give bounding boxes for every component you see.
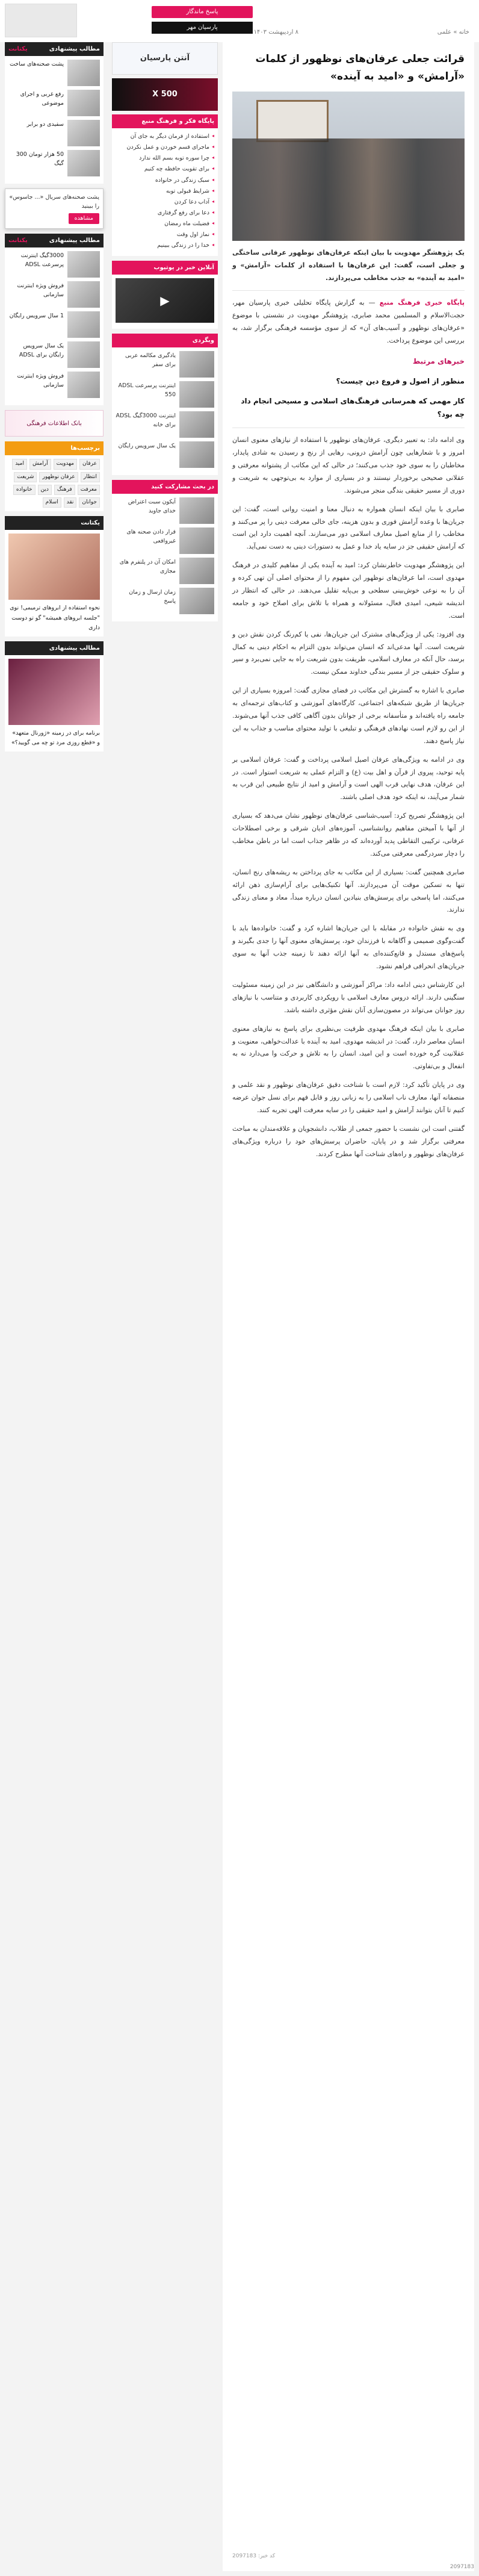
thumbnail — [67, 90, 100, 116]
tag-chip[interactable]: عرفان — [79, 459, 100, 469]
related-link-2[interactable]: کار مهمی که همرسانی فرهنگ‌های اسلامی و مسیحی انجام داد چه بود؟ — [241, 396, 465, 419]
paragraph: این پژوهشگر مهدویت خاطرنشان کرد: امید به آینده یکی از مفاهیم کلیدی در فرهنگ مهدوی است، اما عرفان‌های نوظهور این مفهوم را از محتوای اصلی آن تهی کرده و آن را به نوعی خوش‌بینی سطحی و بی‌پایه تقلیل می‌دهند. در حالی که انتظار در اندیشه شیعی، امیدی فعال، مسئولانه و همراه با تلاش برای اصلاح خود و جامعه است. — [232, 561, 465, 620]
list-item[interactable]: قرار دادن صحنه های غیرواقعی — [116, 527, 214, 554]
ad-image[interactable] — [8, 659, 100, 725]
thumbnail — [179, 441, 214, 468]
box-culture — [112, 114, 218, 256]
list-item[interactable]: ◂ دعا برای رفع گرفتاری — [116, 208, 214, 218]
top-pink-button[interactable]: پاسخ ماندگار — [152, 6, 253, 18]
box-suggested-3 — [5, 641, 104, 751]
list-item[interactable]: ◂ شرایط قبولی توبه — [116, 187, 214, 196]
box-webgardi — [112, 334, 218, 475]
list-item[interactable]: 3000گیگ اینترنت پرسرعت ADSL — [8, 251, 100, 278]
box-video — [112, 261, 218, 329]
list-item[interactable]: 1 سال سرویس رایگان — [8, 311, 100, 338]
box-yektanet — [5, 516, 104, 636]
box-tags-title: برچسب‌ها — [70, 445, 100, 452]
list-item[interactable]: ◂ سبک زندگی در خانواده — [116, 176, 214, 185]
list-item[interactable]: سفیدی دو برابر — [8, 120, 100, 146]
box-culture-title: پایگاه فکر و فرهنگ منبع — [112, 114, 218, 128]
tag-chip[interactable]: معرفت — [78, 485, 100, 495]
article — [223, 42, 474, 2571]
box-suggested-2-title: مطالب پیشنهادی — [49, 237, 100, 244]
list-item[interactable]: 50 هزار تومان 300 گیگ — [8, 150, 100, 176]
popup-ad[interactable] — [5, 188, 104, 229]
list-item[interactable]: ◂ نماز اول وقت — [116, 230, 214, 240]
banner-culture-bank[interactable]: بانک اطلاعات فرهنگی — [5, 410, 104, 437]
paragraph: وی ادامه داد: به تعبیر دیگری، عرفان‌های نوظهور با استفاده از نیازهای معنوی انسان امروز و با شعارهایی چون آرامش درونی، رهایی از رنج و رسیدن به شادی پایدار، مخاطبان را به سوی خود جذب می‌کنند؛ در حالی که این مکاتب از پشتوانه معرفتی و عقلانی صحیحی برخوردار نیستند و در بسیاری از موارد به بی‌توجهی به شریعت و دوری از مسیر حقیقی بندگی منجر می‌شوند. — [232, 436, 465, 494]
popup-button[interactable]: مشاهده — [69, 213, 99, 224]
paragraph: صابری با اشاره به گسترش این مکاتب در فضای مجازی گفت: امروزه بسیاری از این جریان‌ها از طریق شبکه‌های اجتماعی، کارگاه‌های آموزشی و کتاب‌های ترجمه‌ای به جامعه راه یافته‌اند و متأسفانه برخی از جوانان بدون آگاهی کافی جذب آنها می‌شوند. از این رو لازم است نهادهای فرهنگی و تبلیغی با تولید محتوای مناسب و جذاب به این نیاز پاسخ دهند. — [232, 686, 465, 745]
box-webgardi-title: وبگردی — [112, 334, 218, 347]
article-lead: یک پژوهشگر مهدویت با بیان اینکه عرفان‌های نوظهور عرفانی ساختگی و جعلی است، گفت: این عرفان‌ها با استفاده از کلمات «آرامش» و «امید به آینده» به جذب مخاطب می‌پردازند. — [232, 248, 465, 282]
paragraph: این پژوهشگر تصریح کرد: آسیب‌شناسی عرفان‌های نوظهور نشان می‌دهد که بسیاری از آنها با آمیختن مفاهیم روانشناسی، آموزه‌های ادیان شرقی و برخی اصطلاحات عرفانی، ترکیبی التقاطی پدید آورده‌اند که در ظاهر جذاب است اما در باطن مخاطب را دچار سردرگمی معرفتی می‌کند. — [232, 812, 465, 857]
paragraph: صابری با بیان اینکه انسان همواره به دنبال معنا و امنیت روانی است، گفت: این جریان‌ها با وعده آرامش فوری و بدون هزینه، جای خالی معرفت دینی را پر می‌کنند و مخاطب را از منابع اصیل معارف اسلامی دور می‌سازند. آنچه اهمیت دارد این است که آرامش حقیقی جز در سایه یاد خدا و عمل به دستورات دینی به دست نمی‌آید. — [232, 505, 465, 551]
video-thumbnail[interactable] — [116, 278, 214, 323]
intro-highlight[interactable]: پایگاه خبری فرهنگ منبع — [379, 299, 465, 307]
list-item[interactable]: امکان آن در پلتفرم های مجازی — [116, 558, 214, 584]
tag-chip[interactable]: مهدویت — [54, 459, 77, 469]
paragraph: وی به نقش خانواده در مقابله با این جریان‌ها اشاره کرد و گفت: خانواده‌ها باید با گفت‌وگوی صمیمی و آگاهانه با فرزندان خود، پرسش‌های معنوی آنها را جدی بگیرند و پاسخ‌های مستدل و قانع‌کننده‌ای به آنها ارائه دهند تا زمینه جذب آنها به سوی جریان‌های انحرافی فراهم نشود. — [232, 924, 465, 971]
list-item[interactable]: آیکون سبت اعتراض خدای جاوید — [116, 497, 214, 524]
thumbnail — [67, 251, 100, 278]
thumbnail — [179, 558, 214, 584]
news-code: 2097183 :کد خبر — [232, 2553, 276, 2559]
thumbnail — [179, 381, 214, 408]
box-suggested-3-title: مطالب پیشنهادی — [49, 644, 100, 652]
thumbnail — [179, 527, 214, 554]
thumbnail — [179, 351, 214, 378]
tag-chip[interactable]: امید — [12, 459, 27, 469]
paragraph: وی در پایان تأکید کرد: لازم است با شناخت دقیق عرفان‌های نوظهور و نقد علمی و منصفانه آنها، معارف ناب اسلامی را به زبانی روز و قابل فهم برای نسل جوان عرضه کنیم تا آنان بتوانند آرامش و امید حقیقی را در سایه معرفت الهی تجربه کنند. — [232, 1081, 465, 1114]
list-item[interactable]: ◂ برای تقویت حافظه چه کنیم — [116, 164, 214, 174]
list-item[interactable]: فروش ویژه اینترنت سازمانی — [8, 281, 100, 308]
box-yektanet-title: یکتانت — [81, 520, 100, 527]
box-discussion — [112, 480, 218, 621]
tag-chip[interactable]: شریعت — [14, 472, 37, 482]
paragraph: صابری با بیان اینکه فرهنگ مهدوی ظرفیت بی‌نظیری برای پاسخ به نیازهای معنوی انسان معاصر دارد، گفت: در اندیشه مهدوی، امید به آینده با عدالت‌خواهی، معنویت و عقلانیت گره خورده است و این امید، انسان را به تلاش و حرکت وا می‌دارد نه به انفعال و بی‌تفاوتی. — [232, 1024, 465, 1071]
breadcrumb[interactable]: خانه » علمی — [437, 29, 469, 36]
brand-label: یکتانت — [8, 46, 28, 52]
box-discussion-title: در بحث مشارکت کنید — [112, 480, 218, 494]
tag-chip[interactable]: آرامش — [29, 459, 51, 469]
related-link-1[interactable]: منظور از اصول و فروع دین چیست؟ — [336, 376, 465, 385]
list-item[interactable]: فروش ویژه اینترنت سازمانی — [8, 372, 100, 398]
box-suggested-2 — [5, 234, 104, 405]
list-item[interactable]: ◂ آداب دعا کردن — [116, 198, 214, 207]
list-item[interactable]: ◂ چرا سوره توبه بسم الله ندارد — [116, 154, 214, 163]
thumbnail — [67, 281, 100, 308]
tag-chip[interactable]: دین — [38, 485, 52, 495]
list-item[interactable]: یادگیری مکالمه عربی برای سفر — [116, 351, 214, 378]
top-black-button[interactable]: پارسیان مهر — [152, 22, 253, 34]
thumbnail — [179, 411, 214, 438]
list-item[interactable]: زمان ارسال و زمان پاسخ — [116, 588, 214, 614]
thumbnail — [179, 497, 214, 524]
ad-image[interactable] — [8, 534, 100, 600]
tag-chip[interactable]: جوانان — [79, 497, 100, 508]
related-label: خبرهای مرتبط — [412, 357, 465, 366]
box-video-title: آنلاین خبر در یوتیوب — [112, 261, 218, 275]
thumbnail — [67, 60, 100, 86]
thumbnail — [67, 311, 100, 338]
thumbnail — [67, 372, 100, 398]
tag-chip[interactable]: خانواده — [13, 485, 36, 495]
footer-note: 2097183 — [450, 2563, 474, 2570]
popup-text: پشت صحنه‌های سریال «... جاسوس» را ببینید — [9, 194, 99, 210]
wall-frame — [256, 100, 329, 142]
list-item[interactable]: ◂ ماجرای قسم خوردن و عمل نکردن — [116, 143, 214, 152]
paragraph: وی در ادامه به ویژگی‌های عرفان اصیل اسلامی پرداخت و گفت: عرفان اسلامی بر پایه توحید، پیروی از قرآن و اهل بیت (ع) و التزام عملی به شریعت استوار است. در این عرفان، هدف نهایی قرب الهی است و آرامش و امید از نتایج طبیعی این قرب به شمار می‌آیند، نه اینکه خود هدف اصلی باشند. — [232, 755, 465, 801]
tag-chip[interactable]: عرفان نوظهور — [39, 472, 78, 482]
top-ad[interactable] — [5, 4, 77, 37]
list-item[interactable]: اینترنت پرسرعت ADSL 550 — [116, 381, 214, 408]
box-suggested-1-title: مطالب پیشنهادی — [49, 46, 100, 52]
paragraph: وی افزود: یکی از ویژگی‌های مشترک این جریان‌ها، نفی یا کم‌رنگ کردن نقش دین و شریعت است. آنها مدعی‌اند که انسان می‌تواند بدون التزام به احکام دینی به کمال برسد، حال آنکه در معارف اسلامی، طریقت بدون شریعت راه به جایی نمی‌برد و سیر و سلوک حقیقی جز از مسیر بندگی خداوند ممکن نیست. — [232, 630, 465, 676]
thumbnail — [179, 588, 214, 614]
tag-chip[interactable]: نقد — [64, 497, 77, 508]
box-tags — [5, 441, 104, 511]
list-item[interactable]: یک سال سرویس رایگان — [116, 441, 214, 468]
thumbnail — [67, 120, 100, 146]
thumbnail — [67, 341, 100, 368]
tag-chip[interactable]: فرهنگ — [54, 485, 75, 495]
article-intro: پایگاه خبری فرهنگ منبع — به گزارش پایگاه تحلیلی خبری پارسیان مهر، حجت‌الاسلام و المسلمین محمد صابری، پژوهشگر مهدویت در نشستی با موضوع «عرفان‌های نوظهور و آسیب‌های آن» که از سوی مؤسسه فرهنگی برگزار شد، به بررسی این موضوع پرداخت. — [232, 299, 465, 345]
list-item[interactable]: رفع غربی و اجرای موضوعی — [8, 90, 100, 116]
box-suggested-1 — [5, 42, 104, 184]
list-item[interactable]: پشت صحنه‌های ساخت — [8, 60, 100, 86]
ad-banner-500x[interactable]: 500 X — [112, 78, 218, 111]
middle-column — [112, 42, 218, 765]
paragraph: گفتنی است این نشست با حضور جمعی از طلاب، دانشجویان و علاقه‌مندان به مباحث معرفتی برگزار شد و در پایان، حاضران پرسش‌های خود را درباره ویژگی‌های عرفان‌های نوظهور و راه‌های شناخت آنها مطرح کردند. — [232, 1124, 465, 1158]
ad-banner-antenna[interactable]: آنتن پارسیان — [112, 42, 218, 75]
ad-text[interactable]: برنامه برای در زمینه «ژورنال متعهد» و «قطع روزی مرد تو چه می گویید؟» — [11, 729, 100, 747]
article-title: قرائت جعلی عرفان‌های نوظهور از کلمات «آرامش» و «امید به آینده» — [255, 53, 465, 82]
paragraph: این کارشناس دینی ادامه داد: مراکز آموزشی و دانشگاهی نیز در این زمینه مسئولیت سنگینی دارند. ارائه دروس معارف اسلامی با رویکردی کاربردی و متناسب با نیازهای روز جوانان می‌تواند در مصون‌سازی آنان نقش مؤثری داشته باشد. — [232, 980, 465, 1014]
publish-date: ۸ اردیبهشت ۱۴۰۳ — [253, 29, 298, 36]
list-item[interactable]: ◂ فضیلت ماه رمضان — [116, 219, 214, 229]
left-column — [5, 42, 104, 1126]
list-item[interactable]: اینترنت 3000گیگ ADSL برای خانه — [116, 411, 214, 438]
people-silhouettes — [232, 138, 465, 241]
list-item[interactable]: یک سال سرویس رایگان برای ADSL — [8, 341, 100, 368]
brand-label: یکتانت — [8, 237, 28, 244]
ad-text[interactable]: نحوه استفاده از ابروهای ترمیمی! نوی "جلسه ابروهای همیشه" گو تو دوست داری — [10, 605, 100, 631]
tag-chip[interactable]: اسلام — [43, 497, 61, 508]
article-photo — [232, 92, 465, 241]
list-item[interactable]: ◂ استفاده از فرمان دیگر به جای آن — [116, 132, 214, 142]
list-item[interactable]: ◂ خدا را در زندگی ببینیم — [116, 241, 214, 250]
tag-chip[interactable]: انتظار — [81, 472, 100, 482]
play-icon[interactable]: ▶ — [160, 293, 170, 308]
paragraph: صابری همچنین گفت: بسیاری از این مکاتب به جای پرداختن به ریشه‌های رنج انسان، تنها به تسکین موقت آن می‌پردازند. آنها تکنیک‌هایی برای آرام‌سازی ذهن ارائه می‌کنند، اما پاسخی برای پرسش‌های بنیادین انسان درباره مبدأ، معاد و معنای زندگی ندارند. — [232, 868, 465, 914]
top-bar — [0, 0, 479, 42]
thumbnail — [67, 150, 100, 176]
